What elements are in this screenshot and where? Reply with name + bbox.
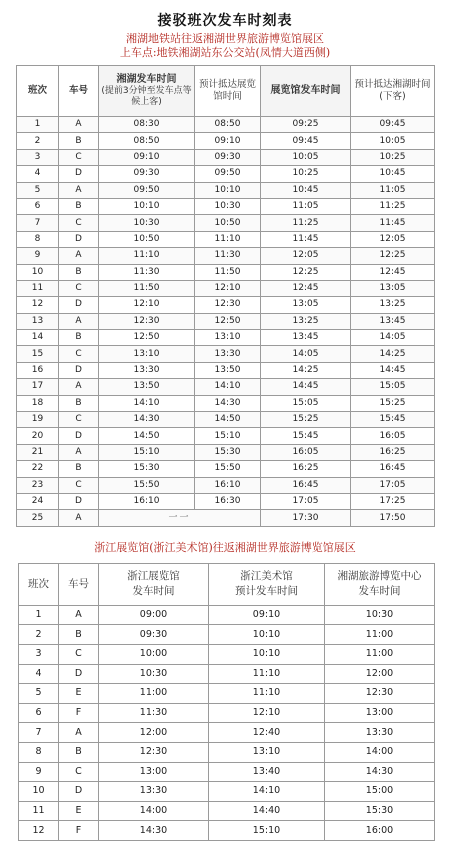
cell-bus: E [59,801,99,821]
cell-arrive-expo: 13:10 [195,330,261,346]
cell-depart: 09:50 [99,182,195,198]
cell-zj-expo-depart: 10:00 [99,644,209,664]
cell-bus: D [59,428,99,444]
cell-shift: 11 [19,801,59,821]
table-row [19,605,435,625]
cell-arrive-xianghu: 12:25 [351,248,435,264]
table-row [19,742,435,762]
cell-arrive-xianghu: 16:45 [351,461,435,477]
cell-expo-depart: 14:05 [261,346,351,362]
cell-arrive-xianghu: 13:45 [351,313,435,329]
col2-zj-art-header [209,563,325,605]
table-row [17,412,435,428]
cell-depart: 14:30 [99,412,195,428]
cell-depart: 08:30 [99,117,195,133]
cell-zj-art-depart: 14:10 [209,782,325,802]
cell-zj-expo-depart: 10:30 [99,664,209,684]
table-row [17,379,435,395]
cell-bus: A [59,248,99,264]
col2-shift-header: 班次 [19,563,59,605]
cell-expo-depart: 13:05 [261,297,351,313]
cell-depart: 10:10 [99,198,195,214]
cell-shift: 5 [19,684,59,704]
cell-shift: 12 [19,821,59,841]
cell-shift: 18 [17,395,59,411]
cell-xianghu-center-depart: 13:00 [325,703,435,723]
col2-bus-header: 车号 [59,563,99,605]
cell-arrive-xianghu: 11:45 [351,215,435,231]
cell-shift: 13 [17,313,59,329]
cell-shift: 16 [17,362,59,378]
cell-shift: 20 [17,428,59,444]
cell-shift: 24 [17,493,59,509]
cell-arrive-xianghu: 10:45 [351,166,435,182]
cell-bus: A [59,444,99,460]
cell-arrive-expo: 08:50 [195,117,261,133]
table-row [17,477,435,493]
cell-xianghu-center-depart: 14:00 [325,742,435,762]
cell-bus: C [59,644,99,664]
cell-arrive-expo: 14:30 [195,395,261,411]
cell-depart: 11:10 [99,248,195,264]
cell-depart: 10:30 [99,215,195,231]
table-row [19,801,435,821]
cell-shift: 5 [17,182,59,198]
cell-arrive-expo: 10:30 [195,198,261,214]
cell-bus: B [59,742,99,762]
table-row [17,510,435,526]
table-row [17,231,435,247]
cell-expo-depart: 13:25 [261,313,351,329]
cell-arrive-xianghu: 16:05 [351,428,435,444]
cell-xianghu-center-depart: 16:00 [325,821,435,841]
cell-arrive-expo: 16:30 [195,493,261,509]
cell-shift: 10 [19,782,59,802]
cell-arrive-expo: 15:10 [195,428,261,444]
cell-arrive-expo: 15:30 [195,444,261,460]
table-row [17,248,435,264]
cell-xianghu-center-depart: 15:00 [325,782,435,802]
cell-expo-depart: 14:45 [261,379,351,395]
cell-arrive-expo: 12:30 [195,297,261,313]
cell-depart: 13:50 [99,379,195,395]
cell-arrive-xianghu: 13:25 [351,297,435,313]
col-arrive-xianghu-header: 预计抵达湘湖时间(下客) [351,66,435,117]
col-depart-header [99,66,195,117]
cell-bus: C [59,762,99,782]
cell-xianghu-center-depart: 14:30 [325,762,435,782]
cell-bus: D [59,166,99,182]
cell-shift: 11 [17,280,59,296]
table-row [17,117,435,133]
cell-zj-art-depart: 12:40 [209,723,325,743]
cell-shift: 3 [19,644,59,664]
col2-xianghu-center-header [325,563,435,605]
table-row [17,362,435,378]
cell-bus: B [59,625,99,645]
cell-xianghu-center-depart: 11:00 [325,625,435,645]
cell-zj-expo-depart: 11:00 [99,684,209,704]
cell-arrive-xianghu: 17:25 [351,493,435,509]
cell-depart: 11:50 [99,280,195,296]
cell-depart: 16:10 [99,493,195,509]
route2-table-body [19,605,435,840]
cell-expo-depart: 12:05 [261,248,351,264]
cell-expo-depart: 17:30 [261,510,351,526]
cell-arrive-xianghu: 09:45 [351,117,435,133]
cell-bus: B [59,198,99,214]
cell-depart: 09:10 [99,149,195,165]
cell-arrive-xianghu: 14:05 [351,330,435,346]
cell-shift: 6 [17,198,59,214]
cell-zj-expo-depart: 12:00 [99,723,209,743]
table-row [17,330,435,346]
cell-xianghu-center-depart: 15:30 [325,801,435,821]
cell-arrive-expo: 16:10 [195,477,261,493]
cell-bus: A [59,182,99,198]
cell-shift: 23 [17,477,59,493]
cell-shift: 15 [17,346,59,362]
cell-expo-depart: 10:05 [261,149,351,165]
table-row [17,493,435,509]
page-title: 接驳班次发车时刻表 [157,13,293,29]
cell-bus: A [59,510,99,526]
col2-zj-expo-sub: 发车时间 [132,585,175,598]
cell-zj-art-depart: 09:10 [209,605,325,625]
cell-expo-depart: 10:45 [261,182,351,198]
route1-timetable [16,65,435,527]
cell-arrive-expo: 13:50 [195,362,261,378]
cell-depart: 12:30 [99,313,195,329]
cell-depart: 13:10 [99,346,195,362]
cell-zj-expo-depart: 13:30 [99,782,209,802]
cell-shift: 6 [19,703,59,723]
cell-bus: D [59,231,99,247]
cell-bus: B [59,330,99,346]
cell-zj-expo-depart: 11:30 [99,703,209,723]
cell-arrive-expo: 09:10 [195,133,261,149]
cell-arrive-xianghu: 15:05 [351,379,435,395]
route1-boarding-point: 上车点:地铁湘湖站东公交站(凤情大道西侧) [119,46,331,59]
cell-shift: 25 [17,510,59,526]
cell-shift: 2 [19,625,59,645]
cell-depart: 15:10 [99,444,195,460]
cell-depart: 11:30 [99,264,195,280]
cell-expo-depart: 13:45 [261,330,351,346]
cell-expo-depart: 11:05 [261,198,351,214]
cell-xianghu-center-depart: 11:00 [325,644,435,664]
cell-depart: 14:10 [99,395,195,411]
cell-bus: C [59,412,99,428]
cell-bus: A [59,379,99,395]
route2-header-row [19,563,435,605]
cell-arrive-xianghu: 11:25 [351,198,435,214]
cell-expo-depart: 09:45 [261,133,351,149]
cell-expo-depart: 09:25 [261,117,351,133]
cell-expo-depart: 12:45 [261,280,351,296]
table-row [17,297,435,313]
col-arrive-expo-header: 预计抵达展览馆时间 [195,66,261,117]
col-depart-title: 湘湖发车时间 [116,74,177,85]
cell-xianghu-center-depart: 12:30 [325,684,435,704]
col2-xianghu-center-title: 湘湖旅游博览中心 [337,570,422,583]
cell-bus: B [59,264,99,280]
cell-zj-art-depart: 10:10 [209,625,325,645]
cell-shift: 9 [19,762,59,782]
cell-bus: F [59,821,99,841]
col-depart-note: (提前3分钟至发车点等候上客) [101,86,192,107]
route1-title: 湘湖地铁站往返湘湖世界旅游博览馆展区 [126,32,324,45]
cell-expo-depart: 15:05 [261,395,351,411]
cell-shift: 2 [17,133,59,149]
cell-arrive-xianghu: 14:25 [351,346,435,362]
col2-zj-expo-title: 浙江展览馆 [127,570,180,583]
cell-arrive-expo: 10:10 [195,182,261,198]
cell-shift: 1 [17,117,59,133]
cell-bus: A [59,117,99,133]
cell-arrive-xianghu: 12:45 [351,264,435,280]
cell-arrive-expo: 13:30 [195,346,261,362]
cell-depart: 10:50 [99,231,195,247]
cell-bus: D [59,297,99,313]
cell-shift: 10 [17,264,59,280]
cell-zj-art-depart: 15:10 [209,821,325,841]
cell-xianghu-center-depart: 10:30 [325,605,435,625]
cell-bus: D [59,493,99,509]
cell-shift: 3 [17,149,59,165]
route2-timetable [18,563,435,841]
cell-shift: 4 [19,664,59,684]
cell-shift: 9 [17,248,59,264]
cell-xianghu-center-depart: 13:30 [325,723,435,743]
cell-shift: 8 [19,742,59,762]
cell-merged-na: 一一 [99,510,261,526]
cell-arrive-xianghu: 10:05 [351,133,435,149]
cell-arrive-xianghu: 12:05 [351,231,435,247]
table-row [19,644,435,664]
cell-zj-art-depart: 10:10 [209,644,325,664]
cell-xianghu-center-depart: 12:00 [325,664,435,684]
table-row [19,684,435,704]
col-expo-depart-header: 展览馆发车时间 [261,66,351,117]
cell-zj-art-depart: 14:40 [209,801,325,821]
table-row [17,461,435,477]
cell-zj-expo-depart: 13:00 [99,762,209,782]
cell-bus: D [59,782,99,802]
cell-arrive-expo: 12:50 [195,313,261,329]
cell-shift: 19 [17,412,59,428]
cell-bus: C [59,346,99,362]
table-row [17,133,435,149]
cell-depart: 15:30 [99,461,195,477]
cell-depart: 12:10 [99,297,195,313]
table-row [19,821,435,841]
cell-arrive-xianghu: 16:25 [351,444,435,460]
cell-expo-depart: 14:25 [261,362,351,378]
cell-shift: 4 [17,166,59,182]
cell-zj-art-depart: 13:40 [209,762,325,782]
cell-depart: 12:50 [99,330,195,346]
cell-bus: D [59,664,99,684]
table-row [17,428,435,444]
col2-zj-art-title: 浙江美术馆 [240,570,293,583]
table-row [17,149,435,165]
cell-bus: A [59,723,99,743]
route1-table-body [17,117,435,527]
cell-depart: 08:50 [99,133,195,149]
cell-zj-expo-depart: 09:30 [99,625,209,645]
table-row [19,723,435,743]
cell-shift: 21 [17,444,59,460]
col-shift-header: 班次 [17,66,59,117]
cell-zj-expo-depart: 14:30 [99,821,209,841]
table-row [19,762,435,782]
table-row [17,166,435,182]
cell-shift: 8 [17,231,59,247]
cell-bus: C [59,280,99,296]
cell-arrive-expo: 10:50 [195,215,261,231]
cell-depart: 09:30 [99,166,195,182]
cell-bus: B [59,133,99,149]
cell-zj-art-depart: 12:10 [209,703,325,723]
table-row [17,444,435,460]
cell-arrive-expo: 11:30 [195,248,261,264]
table-row [17,215,435,231]
cell-bus: F [59,703,99,723]
cell-depart: 15:50 [99,477,195,493]
table-row [17,395,435,411]
table-row [17,264,435,280]
cell-bus: A [59,605,99,625]
cell-bus: C [59,215,99,231]
cell-arrive-xianghu: 17:05 [351,477,435,493]
cell-zj-expo-depart: 09:00 [99,605,209,625]
cell-bus: A [59,313,99,329]
table-row [19,625,435,645]
col-bus-header: 车号 [59,66,99,117]
cell-zj-art-depart: 11:10 [209,664,325,684]
cell-arrive-expo: 15:50 [195,461,261,477]
cell-bus: E [59,684,99,704]
cell-shift: 12 [17,297,59,313]
col2-zj-art-sub: 预计发车时间 [235,585,298,598]
table-row [17,280,435,296]
cell-bus: B [59,395,99,411]
cell-shift: 7 [17,215,59,231]
cell-shift: 1 [19,605,59,625]
cell-bus: D [59,362,99,378]
cell-shift: 22 [17,461,59,477]
cell-depart: 14:50 [99,428,195,444]
cell-expo-depart: 16:45 [261,477,351,493]
table-row [19,703,435,723]
cell-expo-depart: 16:25 [261,461,351,477]
cell-arrive-xianghu: 10:25 [351,149,435,165]
cell-arrive-expo: 09:30 [195,149,261,165]
col2-xianghu-center-sub: 发车时间 [358,585,401,598]
cell-arrive-expo: 14:50 [195,412,261,428]
cell-expo-depart: 17:05 [261,493,351,509]
cell-arrive-xianghu: 17:50 [351,510,435,526]
cell-arrive-expo: 14:10 [195,379,261,395]
cell-expo-depart: 16:05 [261,444,351,460]
table-row [19,782,435,802]
cell-expo-depart: 15:25 [261,412,351,428]
cell-bus: B [59,461,99,477]
cell-shift: 7 [19,723,59,743]
cell-expo-depart: 11:25 [261,215,351,231]
route2-title: 浙江展览馆(浙江美术馆)往返湘湖世界旅游博览馆展区 [94,540,356,554]
cell-zj-art-depart: 13:10 [209,742,325,762]
cell-depart: 13:30 [99,362,195,378]
cell-shift: 17 [17,379,59,395]
table-row [17,313,435,329]
table-row [17,182,435,198]
cell-arrive-xianghu: 13:05 [351,280,435,296]
cell-expo-depart: 11:45 [261,231,351,247]
cell-shift: 14 [17,330,59,346]
cell-zj-expo-depart: 12:30 [99,742,209,762]
cell-arrive-xianghu: 15:25 [351,395,435,411]
table-row [17,346,435,362]
cell-arrive-expo: 12:10 [195,280,261,296]
table-row [19,664,435,684]
route1-header-row [17,66,435,117]
cell-zj-art-depart: 11:10 [209,684,325,704]
col2-zj-expo-header [99,563,209,605]
cell-arrive-expo: 11:10 [195,231,261,247]
table-row [17,198,435,214]
cell-arrive-expo: 09:50 [195,166,261,182]
cell-arrive-expo: 11:50 [195,264,261,280]
cell-expo-depart: 10:25 [261,166,351,182]
cell-arrive-xianghu: 15:45 [351,412,435,428]
cell-expo-depart: 12:25 [261,264,351,280]
cell-expo-depart: 15:45 [261,428,351,444]
cell-bus: C [59,149,99,165]
cell-arrive-xianghu: 11:05 [351,182,435,198]
cell-arrive-xianghu: 14:45 [351,362,435,378]
cell-zj-expo-depart: 14:00 [99,801,209,821]
cell-bus: C [59,477,99,493]
